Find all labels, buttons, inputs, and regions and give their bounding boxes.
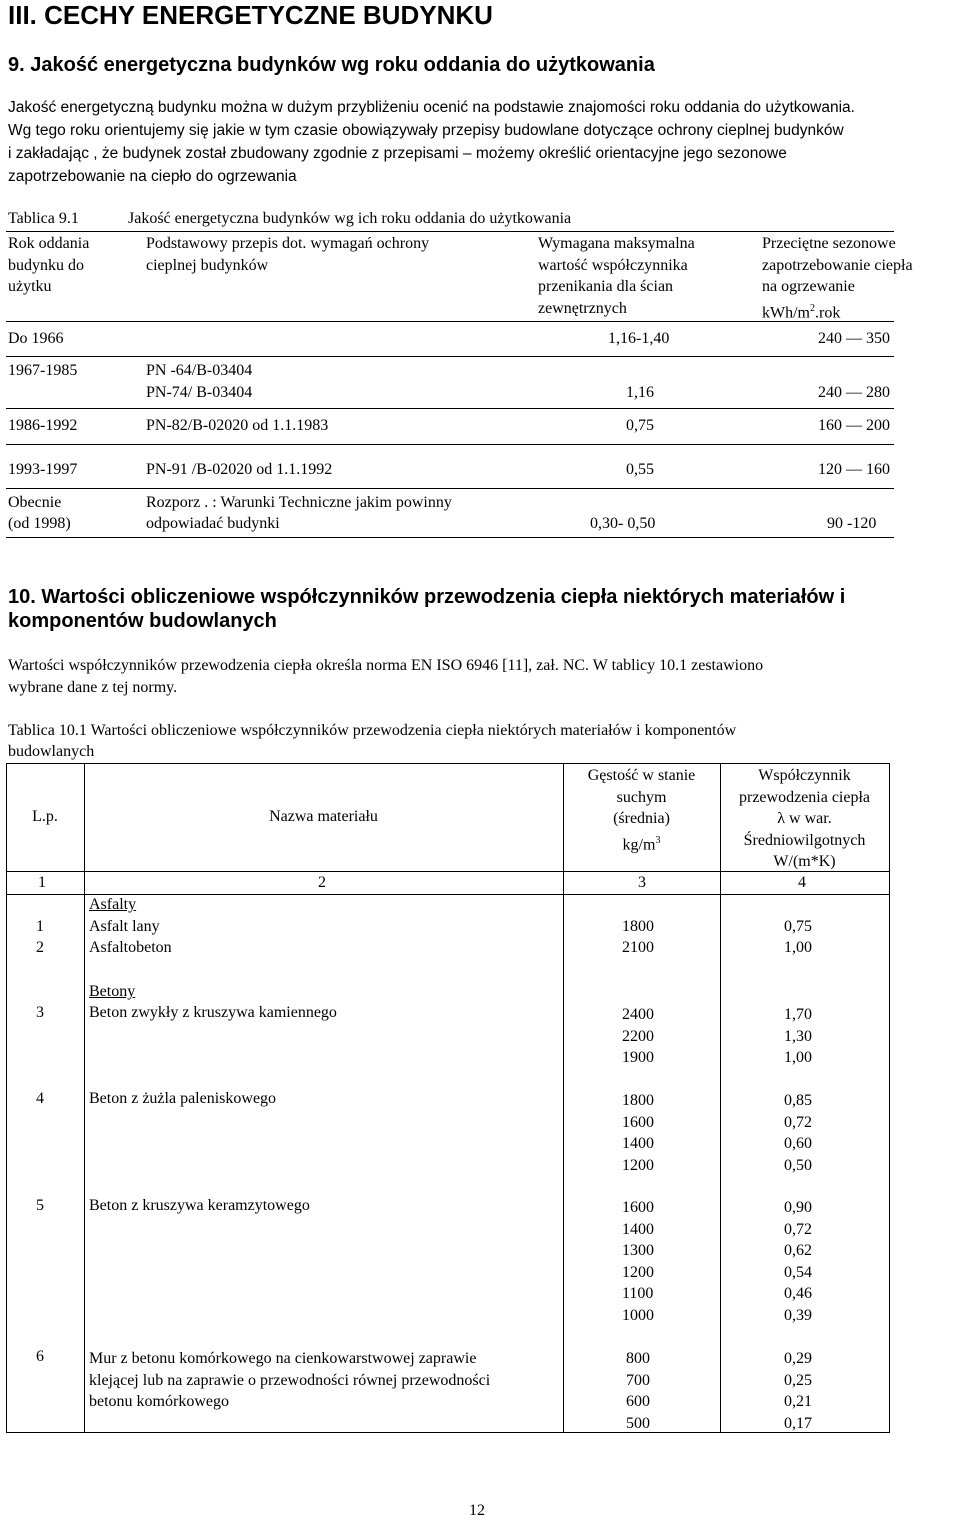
header-lp: L.p. [32, 808, 58, 825]
group-heading-asphalts: Asfalty [89, 896, 137, 913]
header-density: Gęstość w stanie suchym (średnia) $kg/m^3$ [587, 767, 696, 853]
table-rule [6, 444, 894, 445]
sec10-para-line-2: wybrane dane z tej normy. [8, 679, 178, 696]
header-regulation: Podstawowy przepis dot. wymagań ochrony cieplnej budynków [146, 235, 430, 274]
table-rule [6, 408, 894, 409]
header-conductivity: Współczynnik przewodzenia ciepła λ w war. Średniowilgotnych W/(m*K) [738, 767, 871, 870]
section-9-title: 9. Jakość energetyczna budynków wg roku oddania do użytkowania [8, 54, 655, 76]
header-year: Rok oddania budynku do użytku [8, 235, 90, 295]
column-number: 4 [798, 874, 806, 891]
table-10-1-caption-line-2: budowlanych [8, 743, 95, 760]
sec9-para-line-1: Jakość energetyczną budynku można w dużym przybliżeniu ocenić na podstawie znajomości roku oddania do użytkowania. [8, 99, 855, 116]
column-number: 3 [638, 874, 646, 891]
table-10-1-caption-line-1: Tablica 10.1 Wartości obliczeniowe współczynników przewodzenia ciepła niektórych materiałów i komponentów [8, 722, 737, 739]
section-10-title-line-1: 10. Wartości obliczeniowe współczynników przewodzenia ciepła niektórych materiałów i [8, 586, 846, 608]
header-energy-demand: Przeciętne sezonowe zapotrzebowanie ciepła na ogrzewanie kWh/$m^2.rok$ [762, 235, 913, 321]
table-caption: Jakość energetyczna budynków wg ich roku oddania do użytkowania [128, 210, 572, 227]
table-rule [6, 488, 894, 489]
sec9-para-line-4: zapotrzebowanie na ciepło do ogrzewania [8, 168, 297, 185]
sec9-para-line-3: i zakładając , że budynek został zbudowany zgodnie z przepisami – możemy określić orientacyjne jego sezonowe [8, 145, 787, 162]
section-title: III. CECHY ENERGETYCZNE BUDYNKU [8, 0, 493, 30]
table-rule [6, 231, 894, 232]
column-number: 1 [38, 874, 46, 891]
sec10-para-line-1: Wartości współczynników przewodzenia ciepła określa norma EN ISO 6946 [11], zał. NC. W tablicy 10.1 zestawiono [8, 657, 764, 674]
table-rule [6, 537, 894, 538]
table-rule [6, 321, 894, 322]
sec9-para-line-2: Wg tego roku orientujemy się jakie w tym czasie obowiązywały przepisy budowlane dotyczące ochrony cieplnej budynków [8, 122, 844, 139]
header-u-value: Wymagana maksymalna wartość współczynnika przenikania dla ścian zewnętrznych [538, 235, 695, 317]
group-heading-concretes: Betony [89, 983, 136, 1000]
page-number: 12 [469, 1502, 485, 1519]
header-material-name: Nazwa materiału [269, 808, 378, 825]
column-number: 2 [318, 874, 326, 891]
section-10-title-line-2: komponentów budowlanych [8, 610, 277, 632]
table-label: Tablica 9.1 [8, 210, 79, 227]
table-rule [6, 356, 894, 357]
